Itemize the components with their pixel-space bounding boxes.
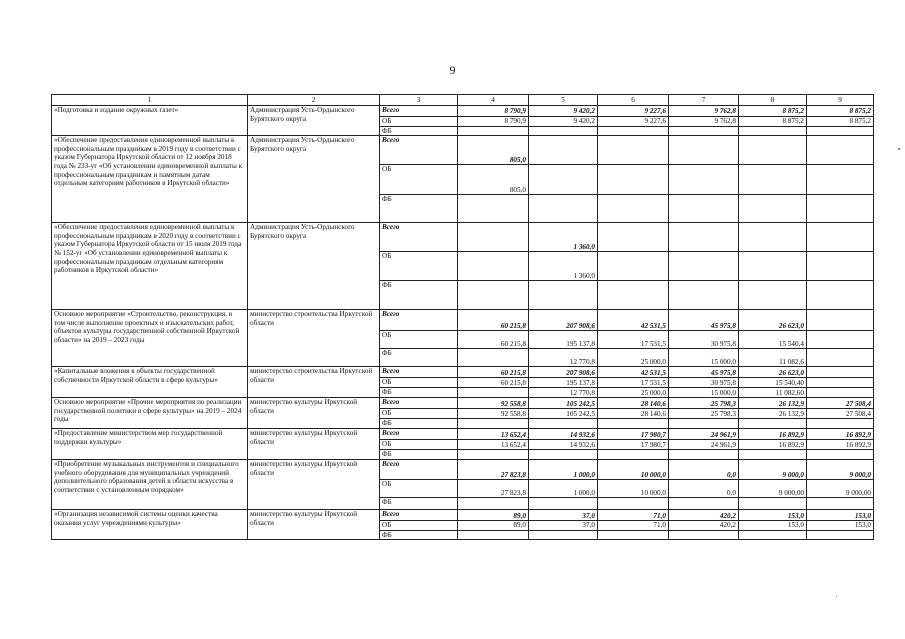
amount-cell xyxy=(739,530,807,540)
amount-cell: 9 000,00 xyxy=(807,480,874,498)
amount-cell: 9 000,0 xyxy=(807,460,874,480)
amount-cell: 8 790,9 xyxy=(458,106,529,117)
amount-cell xyxy=(458,530,529,540)
amount-cell: 25 000,0 xyxy=(598,388,669,398)
amount-cell: 15 000,0 xyxy=(669,349,739,367)
funding-source: Всего xyxy=(380,460,458,480)
amount-cell: 60 215,8 xyxy=(458,378,529,388)
amount-cell: 17 980,7 xyxy=(598,429,669,440)
amount-cell: 14 932,6 xyxy=(529,440,598,450)
amount-cell: 45 975,8 xyxy=(669,367,739,378)
scan-speck xyxy=(898,148,900,150)
amount-cell: 27 508,4 xyxy=(807,409,874,419)
header-cell: 9 xyxy=(807,95,874,106)
amount-cell xyxy=(458,195,529,223)
amount-cell: 10 000,0 xyxy=(598,460,669,480)
funding-source: Всего xyxy=(380,510,458,521)
amount-cell: 9 420,2 xyxy=(529,117,598,127)
amount-cell xyxy=(669,252,739,281)
header-cell: 7 xyxy=(669,95,739,106)
amount-cell: 10 000,0 xyxy=(598,480,669,498)
funding-source: ФБ xyxy=(380,388,458,398)
amount-cell: 105 242,5 xyxy=(529,398,598,409)
funding-source: ФБ xyxy=(380,450,458,460)
amount-cell: 805,0 xyxy=(458,136,529,165)
amount-cell: 17 531,5 xyxy=(598,378,669,388)
funding-source: ФБ xyxy=(380,349,458,367)
executor-name: Администрация Усть-Ордынского Бурятского округа xyxy=(248,106,380,136)
amount-cell: 195 137,8 xyxy=(529,378,598,388)
amount-cell: 13 652,4 xyxy=(458,440,529,450)
amount-cell xyxy=(529,126,598,136)
table-row xyxy=(52,367,874,378)
amount-cell: 15 540,40 xyxy=(739,378,807,388)
table-row xyxy=(52,136,874,165)
amount-cell xyxy=(739,252,807,281)
measure-name: «Организация независимой системы оценки качества оказания услуг учреждениями культуры» xyxy=(52,510,248,540)
amount-cell: 9 420,2 xyxy=(529,106,598,117)
funding-source: ОБ xyxy=(380,117,458,127)
amount-cell: 42 531,5 xyxy=(598,367,669,378)
measure-name: «Подготовка и издание окружных газет» xyxy=(52,106,248,136)
amount-cell: 1 360,0 xyxy=(529,223,598,252)
measure-name: «Капитальные вложения в объекты государственной собственности Иркутской области в сфере культуры» xyxy=(52,367,248,398)
amount-cell xyxy=(739,195,807,223)
amount-cell: 8 875,2 xyxy=(739,117,807,127)
amount-cell: 16 892,9 xyxy=(739,440,807,450)
header-cell: 4 xyxy=(458,95,529,106)
header-cell: 5 xyxy=(529,95,598,106)
amount-cell: 0,0 xyxy=(669,460,739,480)
amount-cell xyxy=(807,530,874,540)
amount-cell xyxy=(458,419,529,429)
measure-name: «Предоставление министерством мер государственной поддержки культуры» xyxy=(52,429,248,460)
amount-cell xyxy=(807,450,874,460)
funding-source: ОБ xyxy=(380,252,458,281)
amount-cell: 9 227,6 xyxy=(598,106,669,117)
amount-cell: 60 215,8 xyxy=(458,310,529,331)
table-row xyxy=(52,398,874,409)
amount-cell: 42 531,5 xyxy=(598,310,669,331)
funding-source: ОБ xyxy=(380,165,458,195)
executor-name: министерство строительства Иркутской области xyxy=(248,367,380,398)
amount-cell: 105 242,5 xyxy=(529,409,598,419)
funding-source: ОБ xyxy=(380,521,458,531)
executor-name: Администрация Усть-Ордынского Бурятского округа xyxy=(248,136,380,223)
amount-cell: 25 000,0 xyxy=(598,349,669,367)
table-row xyxy=(52,460,874,480)
amount-cell xyxy=(598,223,669,252)
amount-cell: 16 892,9 xyxy=(739,429,807,440)
amount-cell: 92 558,8 xyxy=(458,409,529,419)
amount-cell: 9 000,0 xyxy=(739,460,807,480)
amount-cell: 92 558,8 xyxy=(458,398,529,409)
amount-cell: 27 823,8 xyxy=(458,460,529,480)
header-cell: 3 xyxy=(380,95,458,106)
amount-cell: 17 980,7 xyxy=(598,440,669,450)
funding-source: ОБ xyxy=(380,409,458,419)
amount-cell xyxy=(529,530,598,540)
measure-name: «Обеспечение предоставления единовременной выплаты к профессиональным праздникам в 2019 году в соответствии с указом Губернатора Иркутской области от 12 ноября 2018 года № 233-уг «Об установлении единовременной выплаты к профессиональным праздникам и памятным датам отдельным категориям работников в Иркутской области» xyxy=(52,136,248,223)
amount-cell: 26 623,0 xyxy=(739,310,807,331)
amount-cell xyxy=(739,450,807,460)
amount-cell xyxy=(529,195,598,223)
funding-source: ФБ xyxy=(380,126,458,136)
amount-cell: 60 215,8 xyxy=(458,331,529,349)
amount-cell: 420,2 xyxy=(669,510,739,521)
amount-cell: 1 000,0 xyxy=(529,480,598,498)
amount-cell xyxy=(807,331,874,349)
amount-cell: 26 132,9 xyxy=(739,398,807,409)
header-cell: 8 xyxy=(739,95,807,106)
amount-cell xyxy=(807,252,874,281)
amount-cell: 37,0 xyxy=(529,521,598,531)
scan-speck xyxy=(836,596,837,597)
amount-cell xyxy=(598,252,669,281)
amount-cell xyxy=(669,165,739,195)
header-cell: 6 xyxy=(598,95,669,106)
header-cell: 1 xyxy=(52,95,248,106)
amount-cell: 71,0 xyxy=(598,521,669,531)
amount-cell xyxy=(598,126,669,136)
budget-table xyxy=(51,94,874,540)
funding-source: ОБ xyxy=(380,378,458,388)
amount-cell xyxy=(807,310,874,331)
amount-cell: 28 140,6 xyxy=(598,398,669,409)
amount-cell xyxy=(739,281,807,310)
funding-source: Всего xyxy=(380,429,458,440)
funding-source: Всего xyxy=(380,136,458,165)
amount-cell: 420,2 xyxy=(669,521,739,531)
amount-cell: 9 227,6 xyxy=(598,117,669,127)
amount-cell xyxy=(598,136,669,165)
amount-cell xyxy=(529,281,598,310)
amount-cell xyxy=(807,195,874,223)
amount-cell: 153,0 xyxy=(739,521,807,531)
amount-cell: 12 770,8 xyxy=(529,349,598,367)
amount-cell xyxy=(458,223,529,252)
funding-source: ОБ xyxy=(380,480,458,498)
amount-cell xyxy=(669,530,739,540)
amount-cell xyxy=(529,165,598,195)
measure-name: «Обеспечение предоставления единовременной выплаты к профессиональным праздникам в 2020 году в соответствии с указом Губернатора Иркутской области от 15 июля 2019 года № 152-уг «Об установлении единовременной выплаты к профессиональным праздникам отдельным категориям работников в Иркутской области» xyxy=(52,223,248,310)
amount-cell: 153,0 xyxy=(739,510,807,521)
funding-source: ОБ xyxy=(380,331,458,349)
amount-cell: 25 798,3 xyxy=(669,409,739,419)
amount-cell: 15 000,0 xyxy=(669,388,739,398)
amount-cell xyxy=(739,136,807,165)
amount-cell: 14 932,6 xyxy=(529,429,598,440)
amount-cell xyxy=(739,223,807,252)
amount-cell: 24 961,9 xyxy=(669,429,739,440)
amount-cell xyxy=(529,498,598,510)
amount-cell: 153,0 xyxy=(807,521,874,531)
amount-cell: 60 215,8 xyxy=(458,367,529,378)
table-row xyxy=(52,310,874,331)
amount-cell: 26 623,0 xyxy=(739,367,807,378)
amount-cell xyxy=(669,498,739,510)
amount-cell xyxy=(458,126,529,136)
amount-cell xyxy=(598,195,669,223)
funding-source: Всего xyxy=(380,367,458,378)
amount-cell xyxy=(807,165,874,195)
amount-cell xyxy=(458,498,529,510)
amount-cell xyxy=(458,349,529,367)
table-row xyxy=(52,223,874,252)
funding-source: ФБ xyxy=(380,530,458,540)
amount-cell: 15 540,4 xyxy=(739,331,807,349)
amount-cell: 28 140,6 xyxy=(598,409,669,419)
amount-cell: 8 875,2 xyxy=(739,106,807,117)
funding-source: Всего xyxy=(380,106,458,117)
amount-cell: 9 000,00 xyxy=(739,480,807,498)
amount-cell: 45 975,8 xyxy=(669,310,739,331)
funding-source: ФБ xyxy=(380,419,458,429)
amount-cell xyxy=(598,450,669,460)
amount-cell: 207 908,6 xyxy=(529,310,598,331)
amount-cell xyxy=(807,367,874,378)
amount-cell xyxy=(669,450,739,460)
page-number: 9 xyxy=(449,63,456,77)
amount-cell: 30 975,8 xyxy=(669,378,739,388)
amount-cell xyxy=(669,281,739,310)
amount-cell xyxy=(458,252,529,281)
amount-cell xyxy=(739,165,807,195)
amount-cell xyxy=(598,281,669,310)
amount-cell xyxy=(739,126,807,136)
amount-cell xyxy=(458,450,529,460)
amount-cell: 207 908,6 xyxy=(529,367,598,378)
amount-cell xyxy=(807,349,874,367)
table-row xyxy=(52,106,874,117)
amount-cell: 0,0 xyxy=(669,480,739,498)
amount-cell: 30 975,8 xyxy=(669,331,739,349)
amount-cell: 11 082,60 xyxy=(739,388,807,398)
amount-cell xyxy=(807,419,874,429)
amount-cell: 16 892,9 xyxy=(807,429,874,440)
amount-cell xyxy=(807,223,874,252)
executor-name: министерство культуры Иркутской области xyxy=(248,510,380,540)
amount-cell: 9 762,8 xyxy=(669,117,739,127)
amount-cell xyxy=(739,419,807,429)
executor-name: министерство культуры Иркутской области xyxy=(248,429,380,460)
amount-cell xyxy=(669,223,739,252)
amount-cell xyxy=(458,281,529,310)
amount-cell xyxy=(669,136,739,165)
amount-cell xyxy=(529,419,598,429)
header-row xyxy=(52,95,874,106)
amount-cell xyxy=(669,126,739,136)
amount-cell: 195 137,8 xyxy=(529,331,598,349)
executor-name: Администрация Усть-Ордынского Бурятского округа xyxy=(248,223,380,310)
amount-cell xyxy=(529,450,598,460)
amount-cell: 27 823,8 xyxy=(458,480,529,498)
amount-cell xyxy=(598,530,669,540)
amount-cell xyxy=(598,419,669,429)
amount-cell: 805,0 xyxy=(458,165,529,195)
amount-cell xyxy=(529,136,598,165)
amount-cell xyxy=(807,388,874,398)
table-row xyxy=(52,429,874,440)
amount-cell xyxy=(598,498,669,510)
amount-cell: 89,0 xyxy=(458,510,529,521)
amount-cell: 9 762,8 xyxy=(669,106,739,117)
amount-cell xyxy=(807,281,874,310)
executor-name: министерство культуры Иркутской области xyxy=(248,460,380,510)
amount-cell xyxy=(807,136,874,165)
funding-source: ФБ xyxy=(380,281,458,310)
executor-name: министерство культуры Иркутской области xyxy=(248,398,380,429)
amount-cell: 1 000,0 xyxy=(529,460,598,480)
measure-name: Основное мероприятие «Прочие мероприятия по реализации государственной политики в сфере культуры» на 2019 – 2024 годы xyxy=(52,398,248,429)
amount-cell xyxy=(669,419,739,429)
amount-cell: 26 132,9 xyxy=(739,409,807,419)
amount-cell xyxy=(739,498,807,510)
executor-name: министерство строительства Иркутской области xyxy=(248,310,380,367)
funding-source: Всего xyxy=(380,223,458,252)
measure-name: Основное мероприятие «Строительство, реконструкция, в том числе выполнение проектных и изыскательских работ, объектов культуры государственной собственной Иркутской области» на 2019 – 2023 годы xyxy=(52,310,248,367)
amount-cell: 8 875,2 xyxy=(807,117,874,127)
amount-cell: 1 360,0 xyxy=(529,252,598,281)
amount-cell xyxy=(807,126,874,136)
funding-source: ОБ xyxy=(380,440,458,450)
funding-source: ФБ xyxy=(380,195,458,223)
amount-cell: 153,0 xyxy=(807,510,874,521)
measure-name: «Приобретение музыкальных инструментов и специального учебного оборудования для муниципальных учреждений дополнительного образования детей в области искусства в соответствии с установленным порядком» xyxy=(52,460,248,510)
amount-cell xyxy=(458,388,529,398)
amount-cell xyxy=(598,165,669,195)
amount-cell: 37,0 xyxy=(529,510,598,521)
funding-source: ФБ xyxy=(380,498,458,510)
amount-cell: 89,0 xyxy=(458,521,529,531)
amount-cell xyxy=(807,378,874,388)
amount-cell: 8 790,9 xyxy=(458,117,529,127)
amount-cell xyxy=(807,498,874,510)
table-row xyxy=(52,510,874,521)
amount-cell: 17 531,5 xyxy=(598,331,669,349)
amount-cell: 11 082,6 xyxy=(739,349,807,367)
amount-cell: 13 652,4 xyxy=(458,429,529,440)
amount-cell: 24 961,9 xyxy=(669,440,739,450)
amount-cell: 12 770,8 xyxy=(529,388,598,398)
header-cell: 2 xyxy=(248,95,380,106)
amount-cell: 16 892,9 xyxy=(807,440,874,450)
amount-cell: 25 798,3 xyxy=(669,398,739,409)
funding-source: Всего xyxy=(380,310,458,331)
funding-source: Всего xyxy=(380,398,458,409)
amount-cell: 71,0 xyxy=(598,510,669,521)
amount-cell: 27 508,4 xyxy=(807,398,874,409)
amount-cell: 8 875,2 xyxy=(807,106,874,117)
amount-cell xyxy=(669,195,739,223)
